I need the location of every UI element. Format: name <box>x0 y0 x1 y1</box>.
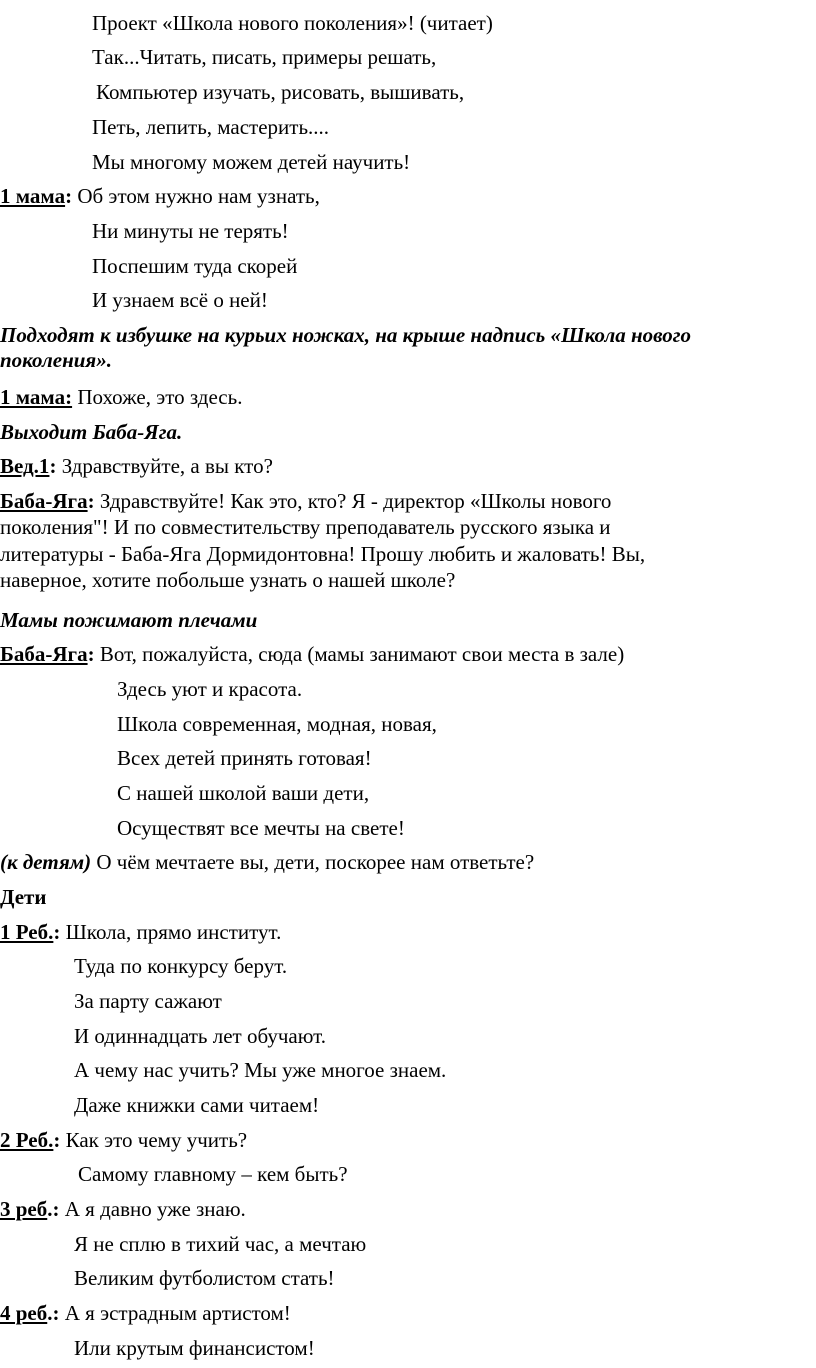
speaker-colon: : <box>49 454 57 478</box>
verse-line: Или крутым финансистом! <box>74 1336 315 1360</box>
dialogue-line <box>0 919 816 945</box>
dialogue-line <box>0 488 816 514</box>
stage-direction: поколения». <box>0 348 113 372</box>
dialogue-line <box>0 1196 816 1222</box>
line-text: Как это чему учить? <box>60 1128 248 1152</box>
stage-direction: Выходит Баба-Яга. <box>0 420 183 444</box>
dialogue-line <box>0 641 816 667</box>
dialogue-line <box>0 1300 816 1326</box>
speaker-name: 2 Реб. <box>0 1128 54 1152</box>
verse-line: Так...Читать, писать, примеры решать, <box>92 45 437 69</box>
speaker-colon: : <box>53 920 61 944</box>
speaker-name: 4 реб <box>0 1301 48 1325</box>
speaker-colon: : <box>65 184 73 208</box>
verse-line: Великим футболистом стать! <box>74 1266 335 1290</box>
speaker-name: Баба-Яга <box>0 489 88 513</box>
verse-line: Осуществят все мечты на свете! <box>117 816 405 840</box>
verse-line: А чему нас учить? Мы уже многое знаем. <box>74 1058 447 1082</box>
verse-line: Петь, лепить, мастерить.... <box>92 115 330 139</box>
dialogue-line <box>0 384 816 410</box>
speaker-name: 3 реб <box>0 1197 48 1221</box>
dialogue-line <box>0 183 816 209</box>
stage-remark: (к детям) <box>0 850 92 874</box>
paragraph-line: литературы - Баба-Яга Дормидонтовна! Прошу любить и жаловать! Вы, <box>0 542 646 566</box>
line-text: А я эстрадным артистом! <box>59 1301 291 1325</box>
line-text: А я давно уже знаю. <box>59 1197 246 1221</box>
line-text: Школа, прямо институт. <box>60 920 282 944</box>
verse-line: Самому главному – кем быть? <box>78 1162 348 1186</box>
verse-line: Компьютер изучать, рисовать, вышивать, <box>96 80 465 104</box>
verse-line: Мы многому можем детей научить! <box>92 150 411 174</box>
dialogue-line <box>0 1127 816 1153</box>
paragraph-line: наверное, хотите побольше узнать о нашей школе? <box>0 568 456 592</box>
verse-line: Здесь уют и красота. <box>117 677 303 701</box>
line-text: Об этом нужно нам узнать, <box>72 184 320 208</box>
verse-line: Всех детей принять готовая! <box>117 746 372 770</box>
speaker-name: 1 мама <box>0 184 66 208</box>
verse-line: Я не сплю в тихий час, а мечтаю <box>74 1232 367 1256</box>
verse-line: Туда по конкурсу берут. <box>74 954 288 978</box>
stage-direction: Мамы пожимают плечами <box>0 608 258 632</box>
verse-line: И одиннадцать лет обучают. <box>74 1024 326 1048</box>
speaker-name: 1 Реб. <box>0 920 54 944</box>
line-text: Здравствуйте! Как это, кто? Я - директор «Школы нового <box>94 489 612 513</box>
speaker-name: 1 мама: <box>0 385 73 409</box>
dialogue-line <box>0 849 816 875</box>
paragraph-line: поколения"! И по совместительству преподаватель русского языка и <box>0 515 611 539</box>
speaker-colon: : <box>87 489 95 513</box>
verse-line: И узнаем всё о ней! <box>92 288 268 312</box>
line-text: Здравствуйте, а вы кто? <box>56 454 273 478</box>
verse-line: Даже книжки сами читаем! <box>74 1093 320 1117</box>
stage-direction: Подходят к избушке на курьих ножках, на крыше надпись «Школа нового <box>0 323 692 347</box>
line-text: Похоже, это здесь. <box>72 385 243 409</box>
verse-line: Проект «Школа нового поколения»! (читает) <box>92 11 493 35</box>
speaker-name: Вед.1 <box>0 454 50 478</box>
verse-line: Школа современная, модная, новая, <box>117 712 437 736</box>
speaker-colon: .: <box>47 1301 60 1325</box>
dialogue-line <box>0 453 816 479</box>
verse-line: Ни минуты не терять! <box>92 219 289 243</box>
verse-line: С нашей школой ваши дети, <box>117 781 370 805</box>
speaker-colon: : <box>53 1128 61 1152</box>
line-text: О чём мечтаете вы, дети, поскорее нам ответьте? <box>91 850 535 874</box>
speaker-name: Баба-Яга <box>0 642 88 666</box>
section-heading: Дети <box>0 885 47 909</box>
speaker-colon: .: <box>47 1197 60 1221</box>
verse-line: Поспешим туда скорей <box>92 254 298 278</box>
line-text: Вот, пожалуйста, сюда (мамы занимают свои места в зале) <box>94 642 625 666</box>
verse-line: За парту сажают <box>74 989 222 1013</box>
speaker-colon: : <box>87 642 95 666</box>
